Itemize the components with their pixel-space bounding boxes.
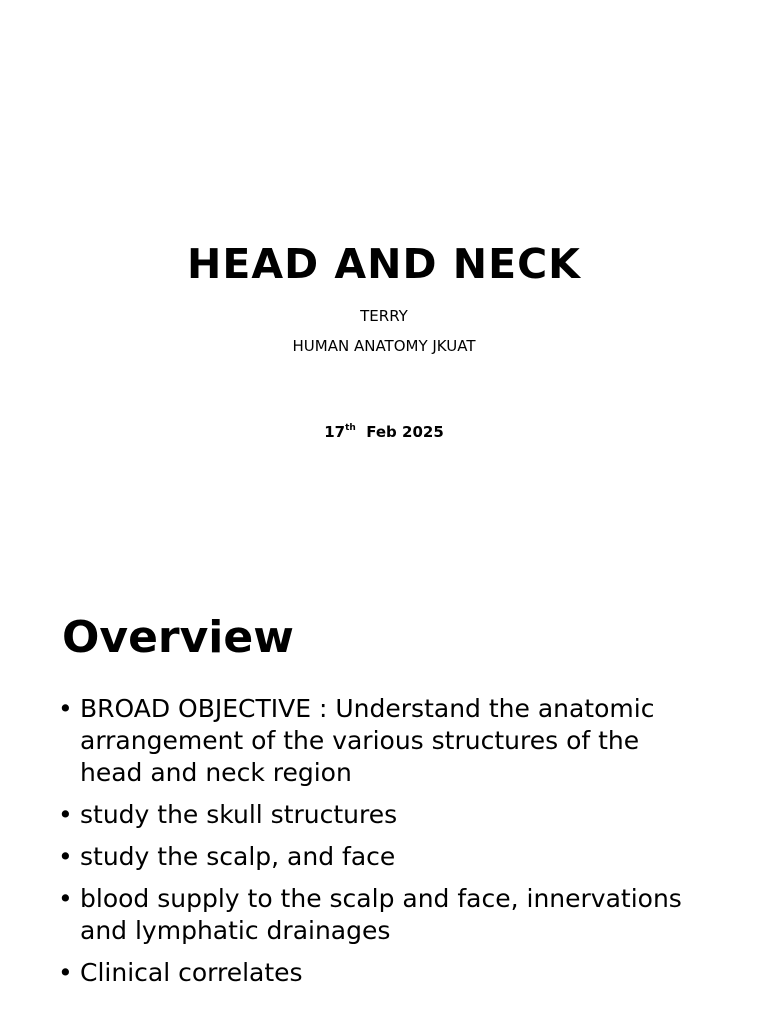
bullet-icon: • <box>58 958 73 987</box>
author-name: TERRY <box>360 307 408 325</box>
institution: HUMAN ANATOMY JKUAT <box>292 337 476 355</box>
slide-title: HEAD AND NECK <box>187 240 581 288</box>
date-month-year: Feb 2025 <box>366 423 444 441</box>
bullet-text: blood supply to the scalp and face, innervations and lymphatic drainages <box>80 884 682 945</box>
bullet-list <box>58 693 708 999</box>
bullet-icon: • <box>58 884 73 913</box>
date-day: 17 <box>324 423 346 441</box>
list-item <box>58 799 708 831</box>
list-item <box>58 693 708 789</box>
list-item <box>58 957 708 989</box>
bullet-text: study the scalp, and face <box>80 842 396 871</box>
bullet-icon: • <box>58 842 73 871</box>
overview-slide <box>0 512 768 1024</box>
bullet-icon: • <box>58 694 73 723</box>
bullet-text: Clinical correlates <box>80 958 303 987</box>
bullet-icon: • <box>58 800 73 829</box>
list-item <box>58 883 708 947</box>
date-suffix: th <box>345 423 356 433</box>
presentation-date <box>0 423 768 441</box>
bullet-text: study the skull structures <box>80 800 398 829</box>
list-item <box>58 841 708 873</box>
bullet-text: BROAD OBJECTIVE : Understand the anatomic arrangement of the various structures of the head and neck region <box>80 694 655 787</box>
overview-heading: Overview <box>62 612 294 663</box>
